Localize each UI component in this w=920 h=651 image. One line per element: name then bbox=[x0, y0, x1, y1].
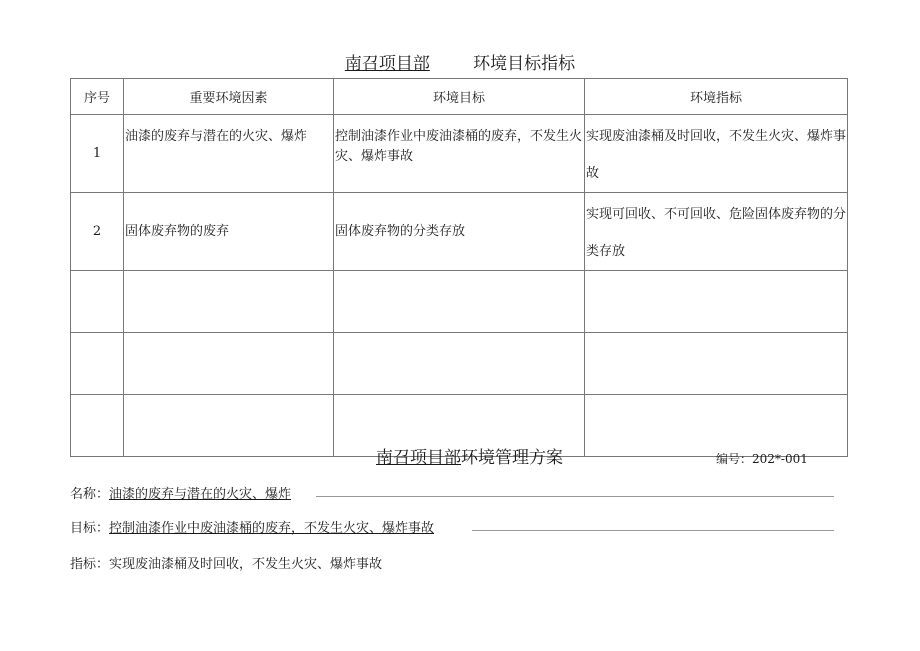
table-row bbox=[71, 115, 848, 193]
header-no: 序号 bbox=[71, 79, 124, 115]
table-header-row bbox=[71, 79, 848, 115]
title-project: 南召项目部 bbox=[344, 54, 430, 74]
table-row bbox=[71, 193, 848, 271]
indicator-label: 指标： bbox=[70, 557, 110, 572]
name-value: 油漆的废弃与潜在的火灾、爆炸 bbox=[109, 487, 292, 502]
name-label: 名称： bbox=[70, 487, 110, 502]
row-no: 1 bbox=[71, 115, 124, 193]
row-indicator: 实现废油漆桶及时回收，不发生火灾、爆炸事故 bbox=[585, 115, 848, 193]
plan-title bbox=[376, 443, 563, 468]
row-no: 2 bbox=[71, 193, 124, 271]
row-target: 控制油漆作业中废油漆桶的废弃，不发生火灾、爆炸事故 bbox=[334, 115, 585, 193]
target-value: 控制油漆作业中废油漆桶的废弃，不发生火灾、爆炸事故 bbox=[109, 521, 435, 536]
table-row-empty bbox=[71, 271, 848, 333]
plan-target-line bbox=[70, 517, 434, 536]
indicator-value: 实现废油漆桶及时回收，不发生火灾、爆炸事故 bbox=[109, 557, 383, 572]
header-target: 环境目标 bbox=[334, 79, 585, 115]
plan-title-project: 南召项目部 bbox=[376, 448, 461, 468]
row-target: 固体废弃物的分类存放 bbox=[334, 193, 585, 271]
target-underline bbox=[472, 530, 834, 531]
header-indicator: 环境指标 bbox=[585, 79, 848, 115]
document-code: 编号：202*-001 bbox=[716, 452, 808, 466]
table-row-empty bbox=[71, 333, 848, 395]
title-subtitle: 环境目标指标 bbox=[473, 54, 576, 74]
row-indicator: 实现可回收、不可回收、危险固体废弃物的分类存放 bbox=[585, 193, 848, 271]
plan-name-line bbox=[70, 483, 291, 502]
plan-title-text: 环境管理方案 bbox=[461, 448, 563, 468]
environment-goals-table bbox=[70, 78, 848, 457]
name-underline bbox=[316, 496, 834, 497]
row-factor: 油漆的废弃与潜在的火灾、爆炸 bbox=[124, 115, 334, 193]
page-title bbox=[0, 49, 920, 74]
row-factor: 固体废弃物的废弃 bbox=[124, 193, 334, 271]
header-factor: 重要环境因素 bbox=[124, 79, 334, 115]
plan-indicator-line bbox=[70, 553, 382, 572]
target-label: 目标： bbox=[70, 521, 110, 536]
